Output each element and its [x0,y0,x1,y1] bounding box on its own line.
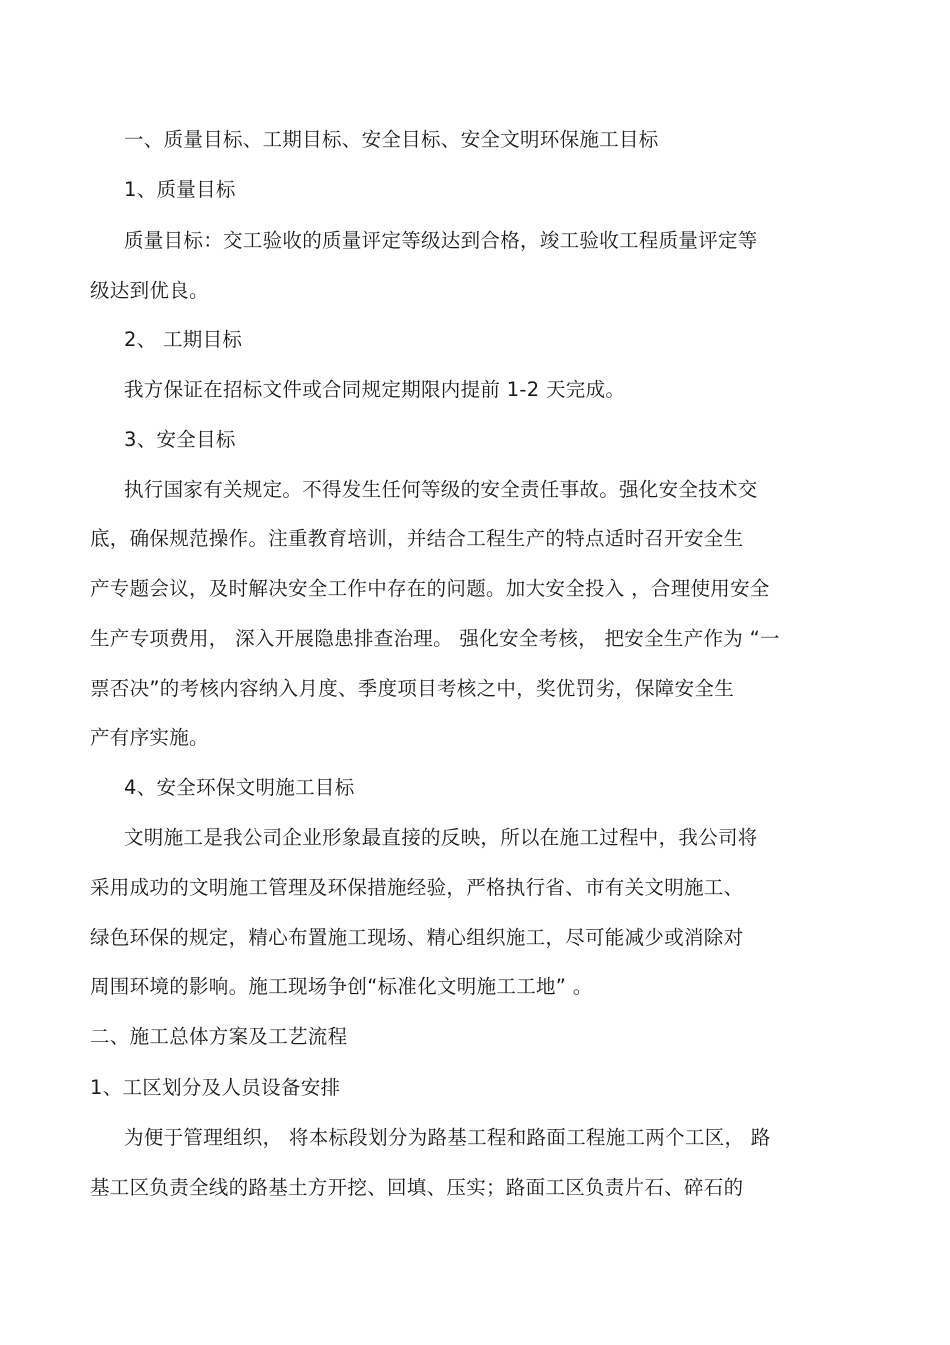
section-heading-1: 一、质量目标、工期目标、安全目标、安全文明环保施工目标 [124,128,659,151]
paragraph-line: 周围环境的影响。施工现场争创“标准化文明施工工地” 。 [90,975,593,998]
paragraph-line: 采用成功的文明施工管理及环保措施经验，严格执行省、市有关文明施工、 [90,876,744,899]
paragraph-line: 文明施工是我公司企业形象最直接的反映，所以在施工过程中，我公司将 [124,826,758,849]
subheading-work-zones: 1、工区划分及人员设备安排 [90,1076,341,1099]
subheading-safety-goal: 3、安全目标 [124,428,236,451]
subheading-schedule-goal: 2、 工期目标 [124,328,243,351]
paragraph-line: 我方保证在招标文件或合同规定期限内提前 1-2 天完成。 [124,378,626,401]
paragraph-line: 产有序实施。 [90,726,209,749]
paragraph-line: 生产专项费用， 深入开展隐患排查治理。 强化安全考核， 把安全生产作为 “一 [90,627,780,650]
paragraph-line: 票否决”的考核内容纳入月度、季度项目考核之中，奖优罚劣，保障安全生 [90,677,735,700]
paragraph-line: 执行国家有关规定。不得发生任何等级的安全责任事故。强化安全技术交 [124,478,758,501]
paragraph-line: 基工区负责全线的路基土方开挖、回填、压实；路面工区负责片石、碎石的 [90,1176,744,1199]
paragraph-line: 绿色环保的规定，精心布置施工现场、精心组织施工，尽可能减少或消除对 [90,926,744,949]
paragraph-line: 底，确保规范操作。注重教育培训，并结合工程生产的特点适时召开安全生 [90,527,744,550]
subheading-env-goal: 4、安全环保文明施工目标 [124,776,355,799]
paragraph-line: 产专题会议，及时解决安全工作中存在的问题。加大安全投入 ，合理使用安全 [90,577,770,600]
paragraph-line: 为便于管理组织， 将本标段划分为路基工程和路面工程施工两个工区， 路 [124,1126,771,1149]
section-heading-2: 二、施工总体方案及工艺流程 [90,1025,348,1048]
paragraph-line: 级达到优良。 [90,279,209,302]
subheading-quality-goal: 1、质量目标 [124,178,236,201]
paragraph-line: 质量目标：交工验收的质量评定等级达到合格，竣工验收工程质量评定等 [124,229,758,252]
